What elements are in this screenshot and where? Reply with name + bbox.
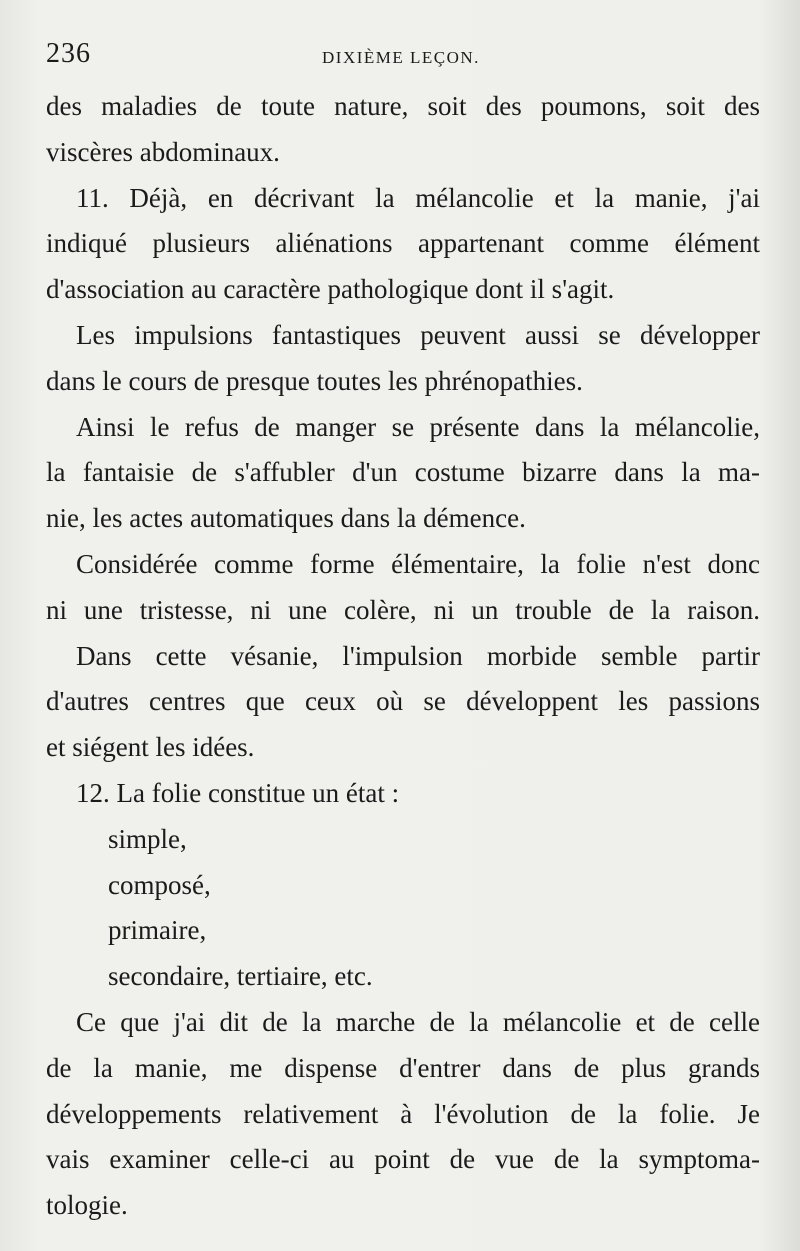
section-11-start: 11. Déjà, en décrivant la mélancolie et la manie, j'ai (76, 182, 760, 213)
text-line: d'autres centres que ceux où se développent les passions (46, 686, 760, 717)
text-line: tologie. (46, 1190, 128, 1221)
text-line: et siégent les idées. (46, 732, 255, 763)
text-line: vais examiner celle-ci au point de vue de la symptoma- (46, 1144, 760, 1175)
list-item: composé, (108, 869, 211, 900)
running-title: DIXIÈME LEÇON. (322, 48, 480, 67)
text-line: nie, les actes automatiques dans la démence. (46, 503, 526, 534)
list-item: secondaire, tertiaire, etc. (108, 961, 373, 992)
list-item: simple, (108, 823, 187, 854)
page-header (46, 38, 760, 78)
text-line: d'association au caractère pathologique dont il s'agit. (46, 274, 615, 305)
body-text (46, 84, 760, 1229)
text-line: viscères abdominaux. (46, 136, 280, 167)
paragraph-start: Les impulsions fantastiques peuvent aussi se développer (76, 319, 760, 350)
text-line: de la manie, me dispense d'entrer dans de plus grands (46, 1052, 760, 1083)
list-item: primaire, (108, 915, 207, 946)
page-number: 236 (46, 38, 91, 69)
paragraph-start: Ce que j'ai dit de la marche de la mélancolie et de celle (76, 1006, 760, 1037)
paragraph-start: Ainsi le refus de manger se présente dans la mélancolie, (76, 411, 760, 442)
text-line: la fantaisie de s'affubler d'un costume bizarre dans la ma- (46, 457, 760, 488)
text-line: dans le cours de presque toutes les phrénopathies. (46, 365, 583, 396)
text-line: développements relativement à l'évolution de la folie. Je (46, 1098, 760, 1129)
paragraph-start: Considérée comme forme élémentaire, la folie n'est donc (76, 548, 760, 579)
paragraph-start: Dans cette vésanie, l'impulsion morbide semble partir (76, 640, 760, 671)
text-line: des maladies de toute nature, soit des poumons, soit des (46, 91, 760, 121)
text-line: ni une tristesse, ni une colère, ni un trouble de la raison. (46, 594, 760, 625)
text-line: indiqué plusieurs aliénations appartenant comme élément (46, 228, 760, 259)
section-12-start: 12. La folie constitue un état : (76, 777, 400, 808)
